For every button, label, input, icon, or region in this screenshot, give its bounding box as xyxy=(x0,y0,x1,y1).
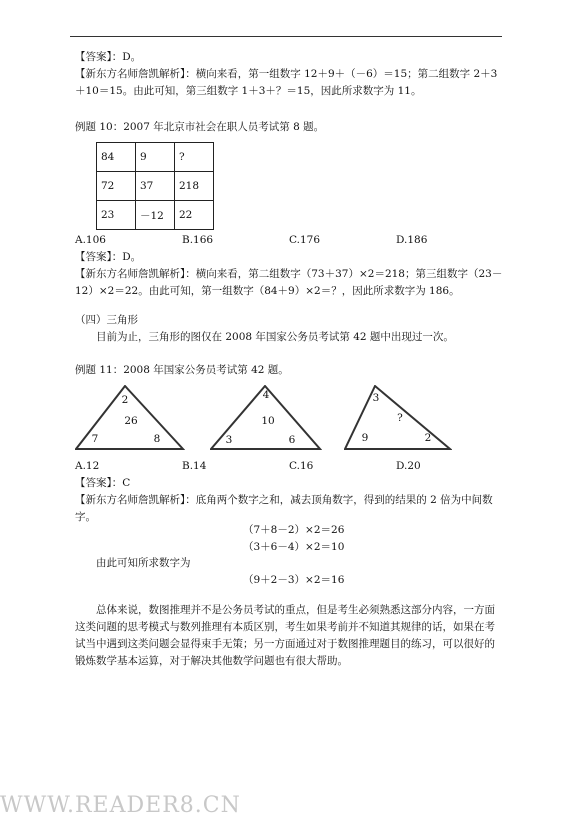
header-rule xyxy=(70,36,502,37)
triangle-left-number: 9 xyxy=(361,432,369,444)
analysis-11-line-2: 字。 xyxy=(75,511,96,523)
grid-cell: 9 xyxy=(136,143,175,172)
option-a: A.106 xyxy=(75,234,106,246)
triangle-figure xyxy=(210,385,322,451)
equation-3: （9＋2－3）×2＝16 xyxy=(243,574,345,586)
analysis-10-line-2: 12）×2＝22。由此可知，第一组数字（84＋9）×2＝？，因此所求数字为 186。 xyxy=(75,285,460,297)
grid-cell: 84 xyxy=(97,143,136,172)
option-b: B.14 xyxy=(182,460,207,472)
triangle-center-number: 10 xyxy=(261,415,275,427)
grid-cell: －12 xyxy=(136,201,175,230)
option-c: C.16 xyxy=(289,460,314,472)
number-grid xyxy=(96,142,214,230)
triangle-top-number: 3 xyxy=(372,392,380,404)
triangle-figure xyxy=(344,385,452,451)
analysis-10-line-1: 【新东方名师詹凯解析】：横向来看，第二组数字（73＋37）×2＝218；第三组数字（23－ xyxy=(75,268,503,280)
summary-line-1: 总体来说，数图推理并不是公务员考试的重点，但是考生必须熟悉这部分内容，一方面 xyxy=(96,604,495,616)
triangle-right-number: 8 xyxy=(153,433,161,445)
triangle-right-number: 2 xyxy=(424,432,432,444)
triangle-left-number: 7 xyxy=(91,433,99,445)
option-b: B.166 xyxy=(182,234,214,246)
option-d: D.20 xyxy=(396,460,421,472)
grid-cell: 23 xyxy=(97,201,136,230)
answer-9: 【答案】：D。 xyxy=(75,51,142,63)
options-11 xyxy=(75,460,515,474)
summary-line-4: 锻炼数学基本运算，对于解决其他数学问题也有很大帮助。 xyxy=(75,655,348,667)
option-a: A.12 xyxy=(75,460,100,472)
equation-2: （3＋6－4）×2＝10 xyxy=(243,541,345,553)
example-10-title: 例题 10：2007 年北京市社会在职人员考试第 8 题。 xyxy=(75,121,325,133)
grid-row xyxy=(97,201,214,230)
triangle-center-number: 26 xyxy=(124,415,138,427)
grid-cell: 72 xyxy=(97,172,136,201)
triangle-left-number: 3 xyxy=(225,434,233,446)
analysis-11-line-1: 【新东方名师詹凯解析】：底角两个数字之和，减去顶角数字，得到的结果的 2 倍为中间数 xyxy=(75,494,493,506)
option-c: C.176 xyxy=(289,234,321,246)
triangle-figure xyxy=(75,385,185,451)
options-10 xyxy=(75,234,515,248)
analysis-9-line-2: ＋10＝15。由此可知，第三组数字 1＋3＋？＝15，因此所求数字为 11。 xyxy=(75,85,422,97)
section-4-heading: （四）三角形 xyxy=(75,314,138,326)
triangle-top-number: 4 xyxy=(262,389,270,401)
derivation-text: 由此可知所求数字为 xyxy=(96,557,191,569)
grid-cell: ? xyxy=(175,143,214,172)
summary-line-3: 试当中遇到这类问题会显得束手无策；另一方面通过对于数图推理题目的练习，可以很好的 xyxy=(75,638,495,650)
triangle-right-number: 6 xyxy=(288,434,296,446)
example-11-title: 例题 11：2008 年国家公务员考试第 42 题。 xyxy=(75,364,289,376)
grid-row xyxy=(97,143,214,172)
equation-1: （7＋8－2）×2＝26 xyxy=(243,524,345,536)
option-d: D.186 xyxy=(396,234,428,246)
grid-cell: 218 xyxy=(175,172,214,201)
grid-cell: 22 xyxy=(175,201,214,230)
analysis-9-line-1: 【新东方名师詹凯解析】：横向来看，第一组数字 12＋9＋（－6）＝15；第二组数字 2＋3 xyxy=(75,68,498,80)
answer-11: 【答案】：C xyxy=(75,477,131,489)
grid-cell: 37 xyxy=(136,172,175,201)
summary-line-2: 这类问题的思考模式与数列推理有本质区别，考生如果考前并不知道其规律的话，如果在考 xyxy=(75,621,495,633)
grid-row xyxy=(97,172,214,201)
triangle-center-number: ? xyxy=(397,412,403,424)
site-watermark: WWW.READER8.CN xyxy=(0,793,241,818)
answer-10: 【答案】：D。 xyxy=(75,251,142,263)
section-4-intro: 目前为止，三角形的图仅在 2008 年国家公务员考试第 42 题中出现过一次。 xyxy=(96,331,454,343)
triangle-top-number: 2 xyxy=(121,394,129,406)
